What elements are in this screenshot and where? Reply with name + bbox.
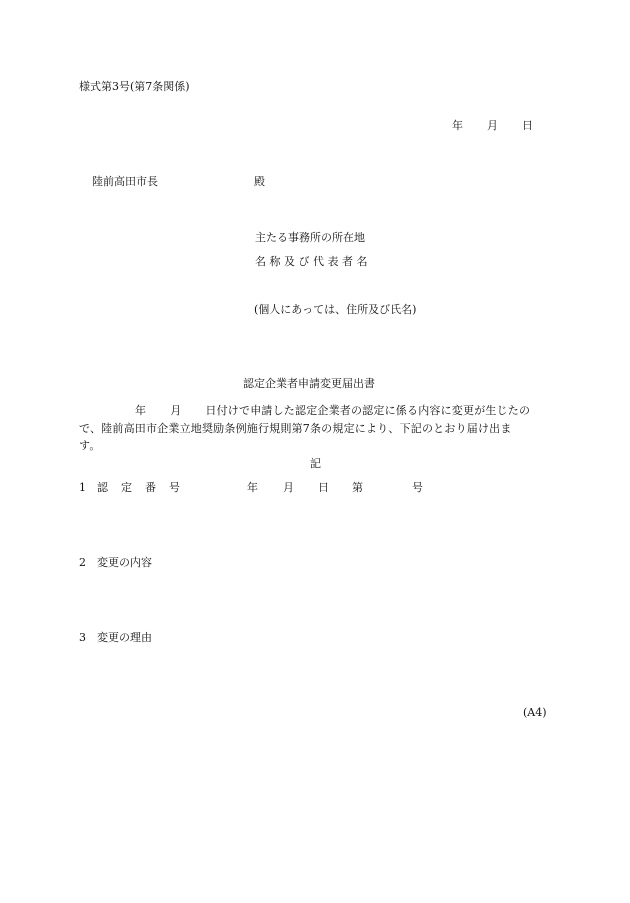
item-1-go-label: 号 — [412, 481, 423, 494]
item-1-label-char-4: 号 — [169, 481, 180, 494]
addressee-honorific: 殿 — [254, 175, 265, 188]
body-line-3: す。 — [79, 439, 101, 452]
item-1-day-label: 日 — [318, 481, 329, 494]
item-1-month-label: 月 — [283, 481, 294, 494]
applicant-address-label: 主たる事務所の所在地 — [255, 231, 365, 244]
item-1-number: 1 — [79, 481, 86, 494]
body-line-2: で、陸前高田市企業立地奨励条例施行規則第7条の規定により、下記のとおり届け出ま — [79, 421, 512, 435]
item-1-label-char-2: 定 — [121, 481, 132, 494]
body-line-1 — [79, 402, 544, 420]
item-1-label-char-1: 認 — [97, 481, 108, 494]
body-paragraph — [79, 402, 544, 455]
date-year-label: 年 — [452, 119, 463, 132]
item-3-label: 変更の理由 — [97, 631, 152, 644]
body-month-label: 月 — [170, 404, 182, 417]
item-1-year-label: 年 — [247, 481, 258, 494]
addressee-name: 陸前高田市長 — [92, 175, 158, 188]
ki-heading: 記 — [310, 457, 321, 470]
applicant-individual-note: (個人にあっては、住所及び氏名) — [254, 303, 417, 316]
item-2-number: 2 — [79, 556, 86, 569]
document-title: 認定企業者申請変更届出書 — [243, 377, 375, 390]
item-1-label-char-3: 番 — [145, 481, 156, 494]
date-month-label: 月 — [487, 119, 498, 132]
item-1-dai-label: 第 — [352, 481, 363, 494]
form-number: 様式第3号(第7条関係) — [79, 80, 190, 93]
paper-size-note: (A4) — [523, 706, 547, 719]
item-3-number: 3 — [79, 631, 86, 644]
body-year-label: 年 — [135, 404, 147, 417]
body-line-1-text: 日付けで申請した認定企業者の認定に係る内容に変更が生じたの — [205, 404, 531, 417]
item-2-label: 変更の内容 — [97, 556, 152, 569]
date-day-label: 日 — [522, 119, 533, 132]
applicant-name-label: 名 称 及 び 代 表 者 名 — [255, 255, 368, 268]
